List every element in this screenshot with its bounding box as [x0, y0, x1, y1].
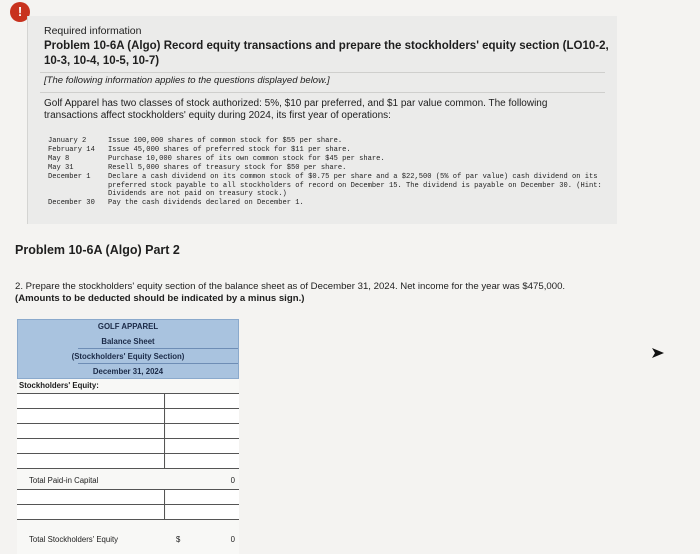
transaction-text: Issue 45,000 shares of preferred stock for $11 per share. [108, 145, 351, 154]
header-rule [78, 363, 238, 364]
transaction-text: Pay the cash dividends declared on December 1. [108, 199, 304, 208]
transaction-row [48, 164, 606, 173]
transaction-row [48, 173, 606, 200]
account-input[interactable] [17, 454, 165, 468]
total-equity-row [17, 532, 239, 547]
amount-input[interactable] [166, 505, 239, 519]
table-row [17, 490, 239, 505]
question-body: 2. Prepare the stockholders' equity section of the balance sheet as of December 31, 2024. Net income for the year was $475,000. [15, 281, 566, 292]
transaction-row [48, 146, 606, 155]
account-input[interactable] [17, 394, 165, 408]
total-paid-in-label: Total Paid-in Capital [29, 476, 99, 485]
transaction-text: Purchase 10,000 shares of its own common stock for $45 per share. [108, 154, 385, 163]
transaction-date: May 31 [48, 163, 74, 172]
account-input[interactable] [17, 505, 165, 519]
transaction-row [48, 199, 606, 208]
transaction-row [48, 137, 606, 146]
balance-sheet-body [17, 379, 239, 554]
total-equity-label: Total Stockholders' Equity [29, 535, 119, 544]
header-rule [78, 348, 238, 349]
account-input[interactable] [17, 490, 165, 504]
table-row [17, 409, 239, 424]
total-paid-in-cell [166, 473, 239, 487]
transaction-text: Declare a cash dividend on its common stock of $0.75 per share and a $22,500 (5% of par value) cash dividend on its preferred stock payable to all stockholders of record on December 15. The dividend is payable on December 30. (Hint: Dividends are not paid on treasury stock.) [108, 172, 602, 199]
table-row [17, 394, 239, 409]
transaction-date: January 2 [48, 137, 87, 145]
transaction-date: February 14 [48, 145, 95, 154]
divider [40, 92, 605, 93]
transaction-text: Resell 5,000 shares of treasury stock for $50 per share. [108, 163, 347, 172]
table-row [17, 424, 239, 439]
statement-date: December 31, 2024 [92, 367, 164, 376]
dollar-sign: $ [176, 535, 181, 544]
account-input[interactable] [17, 424, 165, 438]
equity-section-label: Stockholders' Equity: [19, 381, 99, 390]
amount-input[interactable] [166, 490, 239, 504]
transaction-date: December 1 [48, 172, 91, 181]
transaction-date: December 30 [48, 199, 95, 208]
total-equity-cell [166, 532, 239, 546]
account-input[interactable] [17, 439, 165, 453]
intro-text: Golf Apparel has two classes of stock authorized: 5%, $10 par preferred, and $1 par value common. The following transactions affect stockholders' equity during 2024, its first year of operations: [44, 98, 548, 121]
applies-note: [The following information applies to the questions displayed below.] [44, 75, 330, 86]
amount-input[interactable] [166, 439, 239, 453]
transaction-row [48, 155, 606, 164]
table-row [17, 439, 239, 454]
total-paid-in-value: 0 [230, 476, 235, 485]
amount-input[interactable] [166, 409, 239, 423]
transaction-date: May 8 [48, 154, 70, 163]
company-name: GOLF APPAREL [97, 322, 159, 331]
total-equity-label-cell [17, 532, 165, 546]
amount-input[interactable] [166, 394, 239, 408]
table-row [17, 454, 239, 469]
question-text [15, 281, 655, 305]
divider [40, 72, 605, 73]
amount-input[interactable] [166, 454, 239, 468]
statement-section: (Stockholders' Equity Section) [71, 352, 185, 361]
transaction-text: Issue 100,000 shares of common stock for $55 per share. [108, 137, 343, 145]
total-paid-in-row [17, 473, 239, 488]
question-hint: (Amounts to be deducted should be indicated by a minus sign.) [15, 293, 305, 304]
required-info-heading: Required information [44, 25, 142, 37]
part-title: Problem 10-6A (Algo) Part 2 [15, 243, 180, 257]
transactions-table [48, 137, 606, 208]
problem-title: Problem 10-6A (Algo) Record equity transactions and prepare the stockholders' equity section (LO10-2, 10-3, 10-4, 10-5, 10-7) [44, 40, 609, 67]
account-input[interactable] [17, 409, 165, 423]
balance-sheet-header [17, 319, 239, 379]
amount-input[interactable] [166, 424, 239, 438]
statement-name: Balance Sheet [101, 337, 155, 346]
total-equity-value: 0 [230, 535, 235, 544]
mouse-cursor-icon [651, 347, 665, 359]
table-row [17, 505, 239, 520]
alert-icon: ! [10, 2, 30, 22]
required-info-panel [27, 16, 617, 224]
total-paid-in-label-cell [17, 473, 165, 487]
